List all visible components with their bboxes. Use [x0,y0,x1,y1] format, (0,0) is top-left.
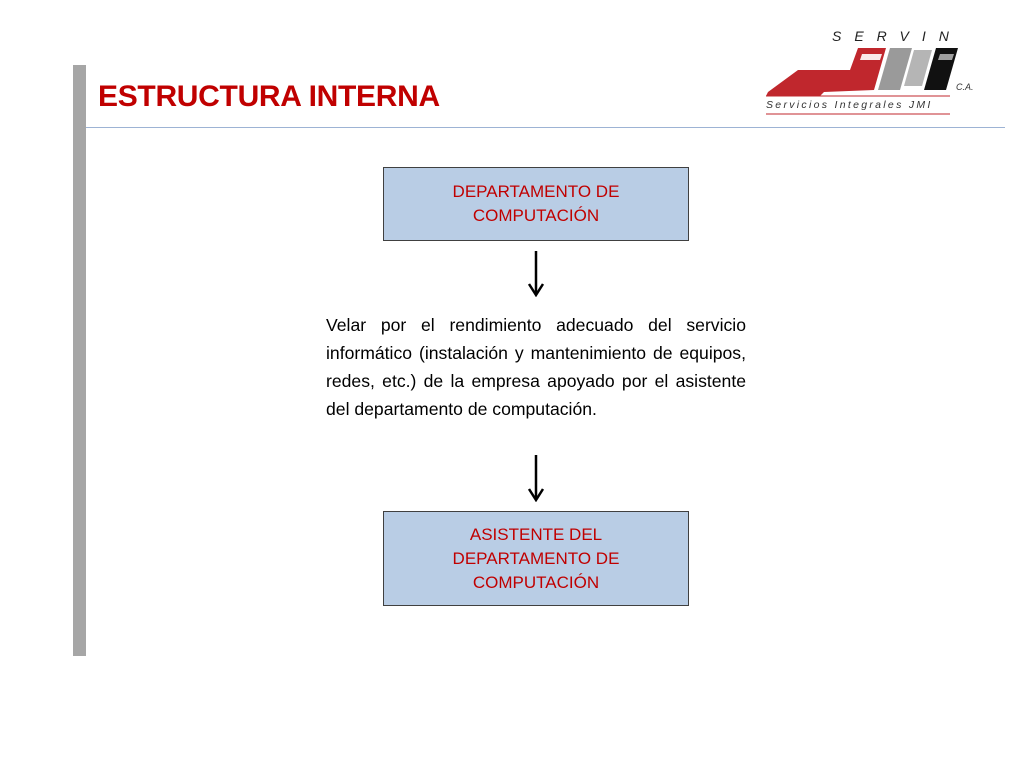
assistant-box-line-1: ASISTENTE DEL [469,524,603,544]
department-box [383,167,689,241]
down-arrow-icon [526,251,546,297]
logo-tagline: Servicios Integrales JMI [766,99,933,111]
department-box-line-1: DEPARTAMENTO DE [452,182,620,201]
department-box-line-2: COMPUTACIÓN [472,206,600,225]
department-box-label [453,180,620,228]
department-description: Velar por el rendimiento adecuado del servicio informático (instalación y mantenimiento de equipos, redes, etc.) de la empresa apoyado por el asistente del departamento de computación. [326,315,746,419]
left-accent-bar [73,65,86,656]
title-divider [86,127,1005,128]
company-logo [762,24,992,120]
assistant-box-line-2: DEPARTAMENTO DE [452,548,620,568]
assistant-box-line-3: COMPUTACIÓN [472,572,600,592]
logo-suffix: C.A. [956,82,974,92]
assistant-box-label [453,523,620,595]
assistant-box [383,511,689,606]
logo-wordmark: SERVIN [832,28,962,44]
page-title: ESTRUCTURA INTERNA [98,80,440,113]
down-arrow-icon [526,455,546,502]
